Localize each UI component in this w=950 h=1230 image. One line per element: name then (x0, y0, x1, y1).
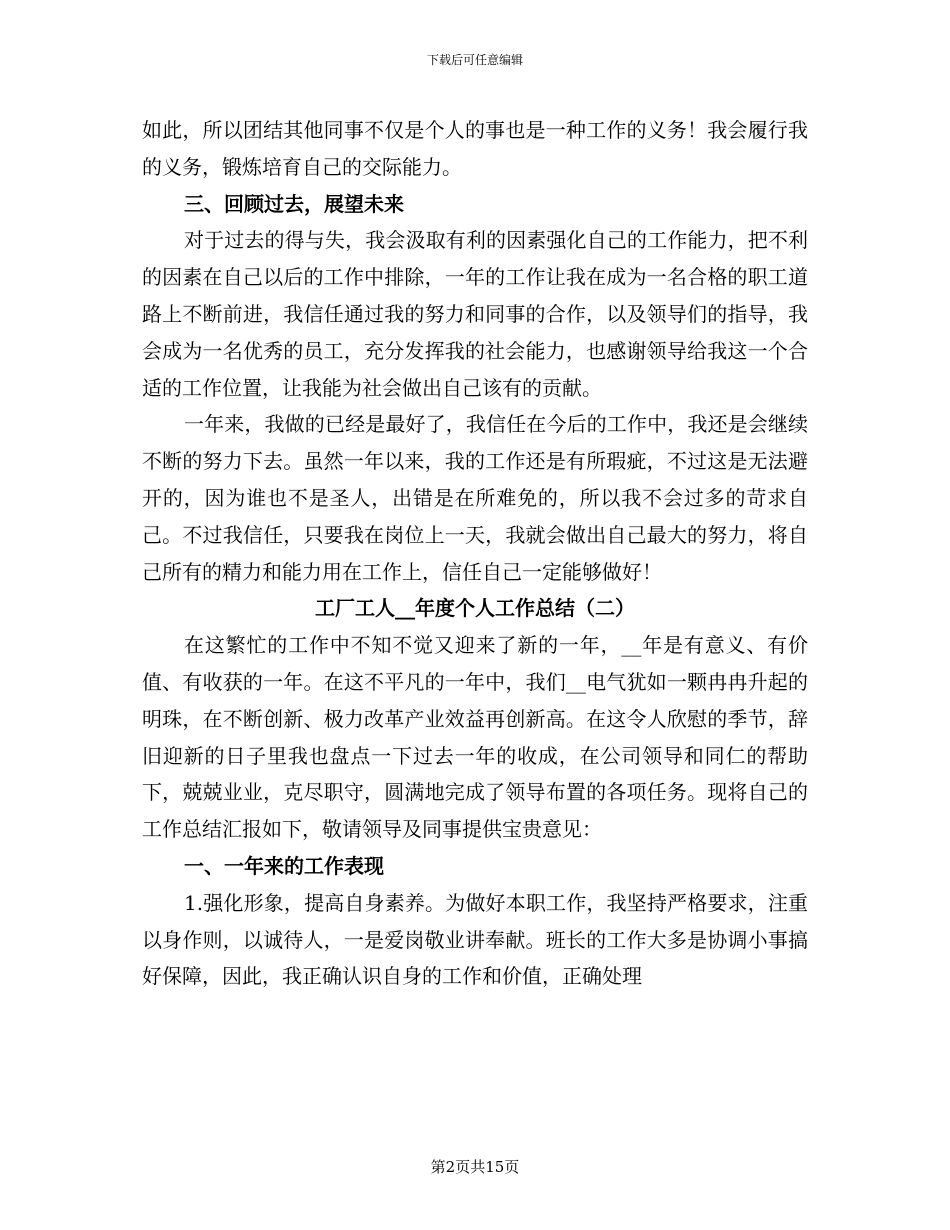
paragraph-gains-losses: 对于过去的得与失，我会汲取有利的因素强化自己的工作能力，把不利的因素在自己以后的工作中排除，一年的工作让我在成为一名合格的职工道路上不断前进，我信任通过我的努力和同事的合作，以及领导们的指导，我会成为一名优秀的员工，充分发挥我的社会能力，也感谢领导给我这一个合适的工作位置，让我能为社会做出自己该有的贡献。 (142, 228, 808, 400)
section-heading-performance: 一、一年来的工作表现 (184, 853, 384, 878)
paragraph-continuation: 如此，所以团结其他同事不仅是个人的事也是一种工作的义务！我会履行我的义务，锻炼培育自己的交际能力。 (142, 118, 808, 179)
page-footer: 第2页共15页 (430, 1158, 520, 1176)
page-header: 下载后可任意编辑 (426, 53, 523, 67)
paragraph-year-review: 一年来，我做的已经是最好了，我信任在今后的工作中，我还是会继续不断的努力下去。虽然一年以来，我的工作还是有所瑕疵，不过这是无法避开的，因为谁也不是圣人，出错是在所难免的，所以我不会过多的苛求自己。不过我信任，只要我在岗位上一天，我就会做出自己最大的努力，将自己所有的精力和能力用在工作上，信任自己一定能够做好！ (142, 412, 808, 584)
section-heading-review: 三、回顾过去，展望未来 (184, 191, 404, 216)
article-title: 工厂工人__年度个人工作总结（二） (315, 596, 635, 621)
paragraph-item-1: 1.强化形象，提高自身素养。为做好本职工作，我坚持严格要求，注重以身作则，以诚待人，一是爱岗敬业讲奉献。班长的工作大多是协调小事搞好保障，因此，我正确认识自身的工作和价值，正确处理 (142, 890, 808, 989)
paragraph-intro: 在这繁忙的工作中不知不觉又迎来了新的一年，__年是有意义、有价值、有收获的一年。在这不平凡的一年中，我们__电气犹如一颗冉冉升起的明珠，在不断创新、极力改革产业效益再创新高。在这令人欣慰的季节，辞旧迎新的日子里我也盘点一下过去一年的收成，在公司领导和同仁的帮助下，兢兢业业，克尽职守，圆满地完成了领导布置的各项任务。现将自己的工作总结汇报如下，敬请领导及同事提供宝贵意见： (142, 633, 808, 842)
document-body (142, 112, 808, 995)
